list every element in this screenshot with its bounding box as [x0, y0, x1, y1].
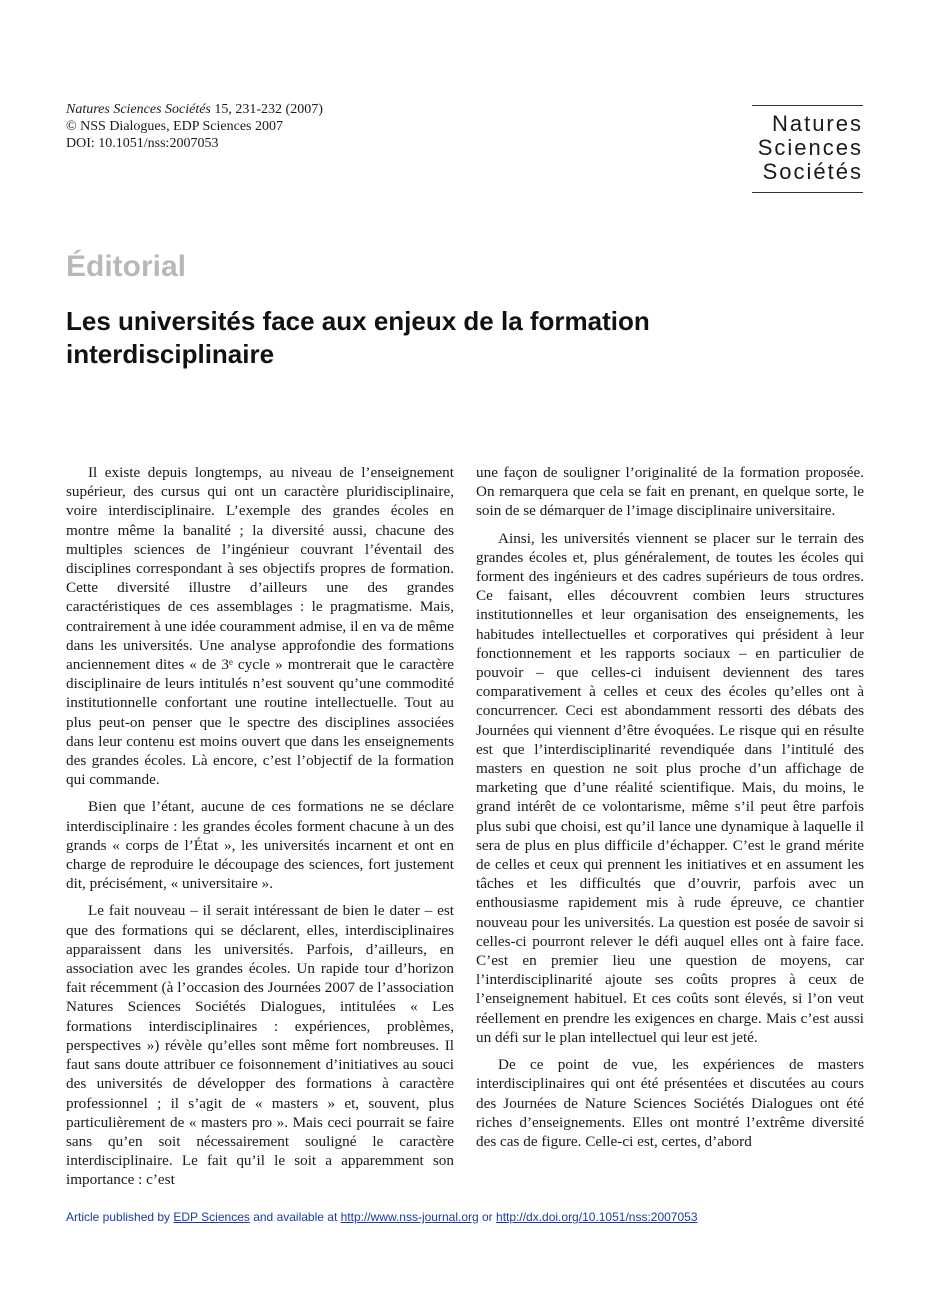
footer-or: or [478, 1210, 497, 1224]
paragraph: Le fait nouveau – il serait intéressant de bien le dater – est que des formations qui se déclarent, elles, interdisciplinaires apparaissent dans les universités. Parfois, d’ailleurs, en association avec les grandes écoles. Un rapide tour d’horizon fait récemment (à l’occasion des Journées 2007 de l’association Natures Sciences Sociétés Dialogues, intitulées « Les formations interdisciplinaires : expériences, problèmes, perspectives ») révèle qu’elles sont même fort nombreuses. Il faut sans doute attribuer ce foisonnement d’initiatives au souci des universités de développer des formations à caractère professionnel ; il s’agit de « masters » et, souvent, plus particulièrement de « masters pro ». Mais ceci pourrait se faire sans qu’en soit nécessairement souligné le caractère interdisciplinaire. Le fait qu’il le soit a apparemment son importance : c’est [66, 902, 454, 1189]
footer [66, 1210, 866, 1224]
journal-citation-line [66, 101, 426, 118]
paragraph: Bien que l’étant, aucune de ces formations ne se déclare interdisciplinaire : les grandes écoles forment chacune à un des grands « corps de l’État », les universités incarnent et ont en charge de reproduire le découpage des sciences, fort justement dit, précisément, « universitaire ». [66, 798, 454, 893]
doi-url-link[interactable]: http://dx.doi.org/10.1051/nss:2007053 [496, 1210, 698, 1224]
paragraph: une façon de souligner l’originalité de la formation proposée. On remarquera que cela se fait en prenant, en quelque sorte, le soin de se démarquer de l’image disciplinaire universitaire. [476, 464, 864, 520]
article-title: Les universités face aux enjeux de la formation interdisciplinaire [66, 306, 650, 369]
doi: DOI: 10.1051/nss:2007053 [66, 136, 219, 151]
left-column [66, 463, 454, 1198]
footer-middle: and available at [249, 1210, 341, 1224]
copyright: © NSS Dialogues, EDP Sciences 2007 [66, 119, 283, 134]
journal-url-link[interactable]: http://www.nss-journal.org [340, 1210, 479, 1224]
section-label: Éditorial [66, 250, 187, 283]
right-column [476, 463, 864, 1159]
footer-prefix: Article published by [66, 1210, 174, 1224]
journal-name: Natures Sciences Sociétés [66, 102, 211, 117]
journal-meta [66, 101, 426, 152]
publisher-link[interactable]: EDP Sciences [173, 1210, 250, 1224]
paragraph: Il existe depuis longtemps, au niveau de l’enseignement supérieur, des cursus qui ont un caractère pluridisciplinaire, voire interdisciplinaire. L’exemple des grandes écoles en montre même la banalité ; la diversité aussi, chacune des multiples sciences de l’ingénieur couvrant l’éventail des disciplines correspondant à ses objectifs propres de formation. Cette diversité illustre d’ailleurs une des grandes caractéristiques de ces assemblages : le pragmatisme. Mais, contrairement à une idée couramment admise, il en va de même dans les universités. Une analyse approfondie des formations anciennement dites « de 3ᵉ cycle » montrerait que le caractère disciplinaire de leurs intitulés n’est souvent qu’une commodité institutionnelle confortant une routine intellectuelle. Tout au plus peut-on penser que le spectre des disciplines associées dans leur contenu est moins ouvert que dans les enseignements des grandes écoles. Là encore, c’est l’objectif de la formation qui commande. [66, 464, 454, 789]
logo-line-1: Natures [771, 111, 863, 136]
citation: 15, 231-232 (2007) [214, 102, 323, 117]
paragraph: Ainsi, les universités viennent se placer sur le terrain des grandes écoles et, plus généralement, de toutes les écoles qui forment des ingénieurs et des cadres supérieurs de tous ordres. Ce faisant, elles découvrent combien leurs structures institutionnelles et leur organisation des enseignements, les habitudes intellectuelles et corporatives qui président à leur fonctionnement et les rapports sociaux – en particulier de pouvoir – que celles-ci induisent deviennent des tares comparativement à celles et ceux des écoles qu’elles ont à concurrencer. Ceci est abondamment ressorti des débats des Journées qui viennent d’être évoquées. Le risque qui en résulte est que l’interdisciplinarité revendiquée dans l’intitulé des masters en question ne soit plus proche d’un affichage de marketing que d’une réalité scientifique. Mais, du moins, le grand intérêt de ce volontarisme, même s’il peut être parfois plus subi que choisi, est qu’il lance une dynamique à laquelle il sera de plus en plus difficile d’échapper. C’est le grand mérite de celles et ceux qui prennent les initiatives et en assument les tâches et les difficultés que d’ouvrir, parfois avec un enthousiasme rapidement mis à rude épreuve, ce chantier nouveau pour les universités. La question est posée de savoir si celles-ci pourront relever le défi auquel elles ont à faire face. C’est en premier lieu une question de moyens, car l’interdisciplinarité ajoute ses coûts propres à ceux de l’enseignement habituel. Et ces coûts sont élevés, si l’on veut réellement en prendre les exigences en charge. Mais c’est aussi un défi sur le plan intellectuel qui leur est jeté. [476, 529, 864, 1046]
logo-line-3: Sociétés [762, 159, 863, 184]
paragraph: De ce point de vue, les expériences de masters interdisciplinaires qui ont été présentées et discutées au cours des Journées de Nature Sciences Sociétés Dialogues ont été riches d’enseignements. Elles ont montré l’extrême diversité des cas de figure. Celle-ci est, certes, d’abord [476, 1056, 864, 1150]
journal-logo [752, 105, 863, 193]
logo-line-2: Sciences [757, 135, 863, 160]
